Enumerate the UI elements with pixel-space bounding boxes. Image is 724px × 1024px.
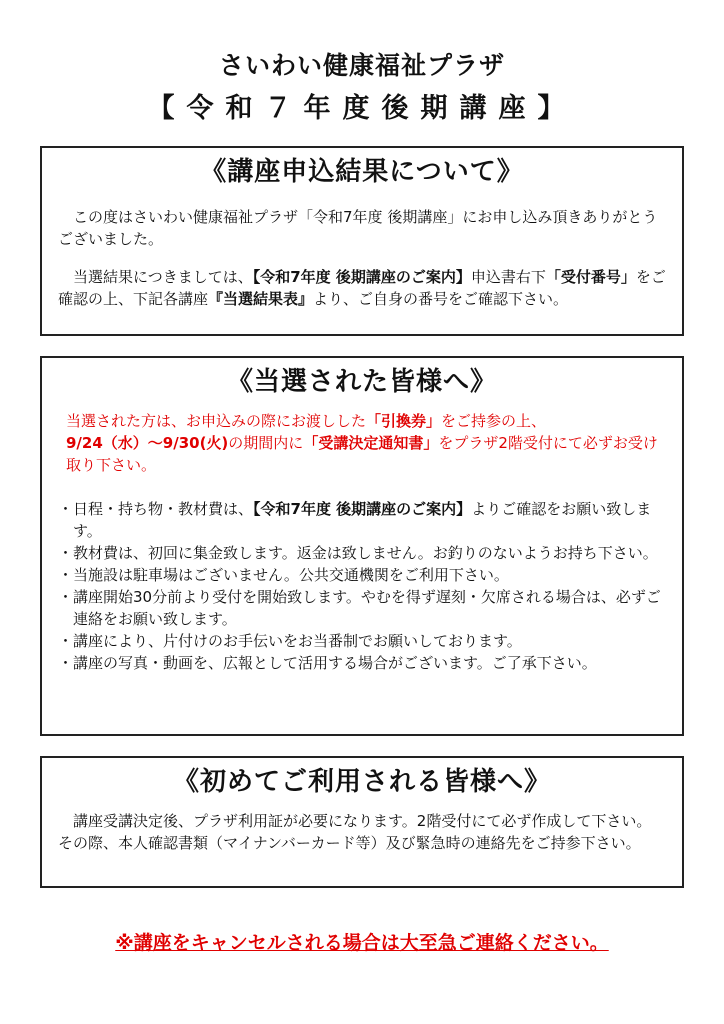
document-title: さいわい健康福祉プラザ [218,51,505,80]
result-p1-text: この度はさいわい健康福祉プラザ「令和7年度 後期講座」にお申し込み頂きありがとうございました。 [58,208,658,248]
bullet-1-c: よりご確認をお願い致します。 [73,500,652,540]
bullet-item-reception: ・講座開始30分前より受付を開始致します。やむを得ず遅刻・欠席される場合は、必ずご連絡をお願い致します。 [58,588,661,628]
first-time-p1-text: 講座受講決定後、プラザ利用証が必要になります。2階受付にて必ず作成して下さい。その際、本人確認書類（マイナンバーカード等）及び緊急時の連絡先をご持参下さい。 [58,812,652,852]
result-p2-g: より、ご自身の番号をご確認下さい。 [313,290,569,308]
winners-red-notice [42,410,682,476]
result-section [40,146,684,336]
cancel-notice: ※講座をキャンセルされる場合は大至急ご連絡ください。 [115,932,609,954]
result-paragraph-1 [42,206,682,250]
winners-red-c: をご持参の上、 [441,412,547,430]
result-p2-e: をご確認の上、下記各講座 [58,268,666,308]
winners-section [40,356,684,736]
first-time-paragraph [42,810,682,854]
bullet-1-guide: 【令和7年度 後期講座のご案内】 [253,500,472,518]
winners-red-e: の期間内に [228,434,304,452]
first-time-section [40,756,684,888]
winners-bullet-list [42,498,682,674]
result-section-heading: 《講座申込結果について》 [200,157,524,187]
result-p2-c: 申込書右下 [470,268,546,286]
bullet-item-cleanup: ・講座により、片付けのお手伝いをお当番制でお願いしております。 [58,632,522,650]
result-p2-result-table: 『当選結果表』 [208,290,314,308]
winners-red-notice-doc: 「受講決定通知書」 [303,434,439,452]
winners-section-heading: 《当選された皆様へ》 [226,367,497,397]
bullet-item-fees: ・教材費は、初回に集金致します。返金は致しません。お釣りのないようお持ち下さい。 [58,544,658,562]
bullet-item-parking: ・当施設は駐車場はございません。公共交通機関をご利用下さい。 [58,566,509,584]
result-p2-a: 当選結果につきましては、 [73,268,253,286]
document-subtitle: 【令和７年度後期講座】 [147,93,577,124]
winners-red-a: 当選された方は、お申込みの際にお渡しした [66,412,367,430]
result-p2-receipt-number: 「受付番号」 [545,268,636,286]
winners-red-period: 9/24（水）～9/30(火) [66,434,229,452]
result-p2-guide-name: 【令和7年度 後期講座のご案内】 [252,268,471,286]
result-paragraph-2 [42,266,682,310]
bullet-item-photos: ・講座の写真・動画を、広報として活用する場合がございます。ご了承下さい。 [58,654,597,672]
winners-red-g: をプラザ2階受付にて必ずお受け取り下さい。 [66,434,658,474]
first-time-section-heading: 《初めてご利用される皆様へ》 [172,767,551,797]
winners-red-ticket: 「引換券」 [366,412,442,430]
bullet-1-a: ・日程・持ち物・教材費は、 [58,500,254,518]
bullet-item-schedule [58,498,666,542]
